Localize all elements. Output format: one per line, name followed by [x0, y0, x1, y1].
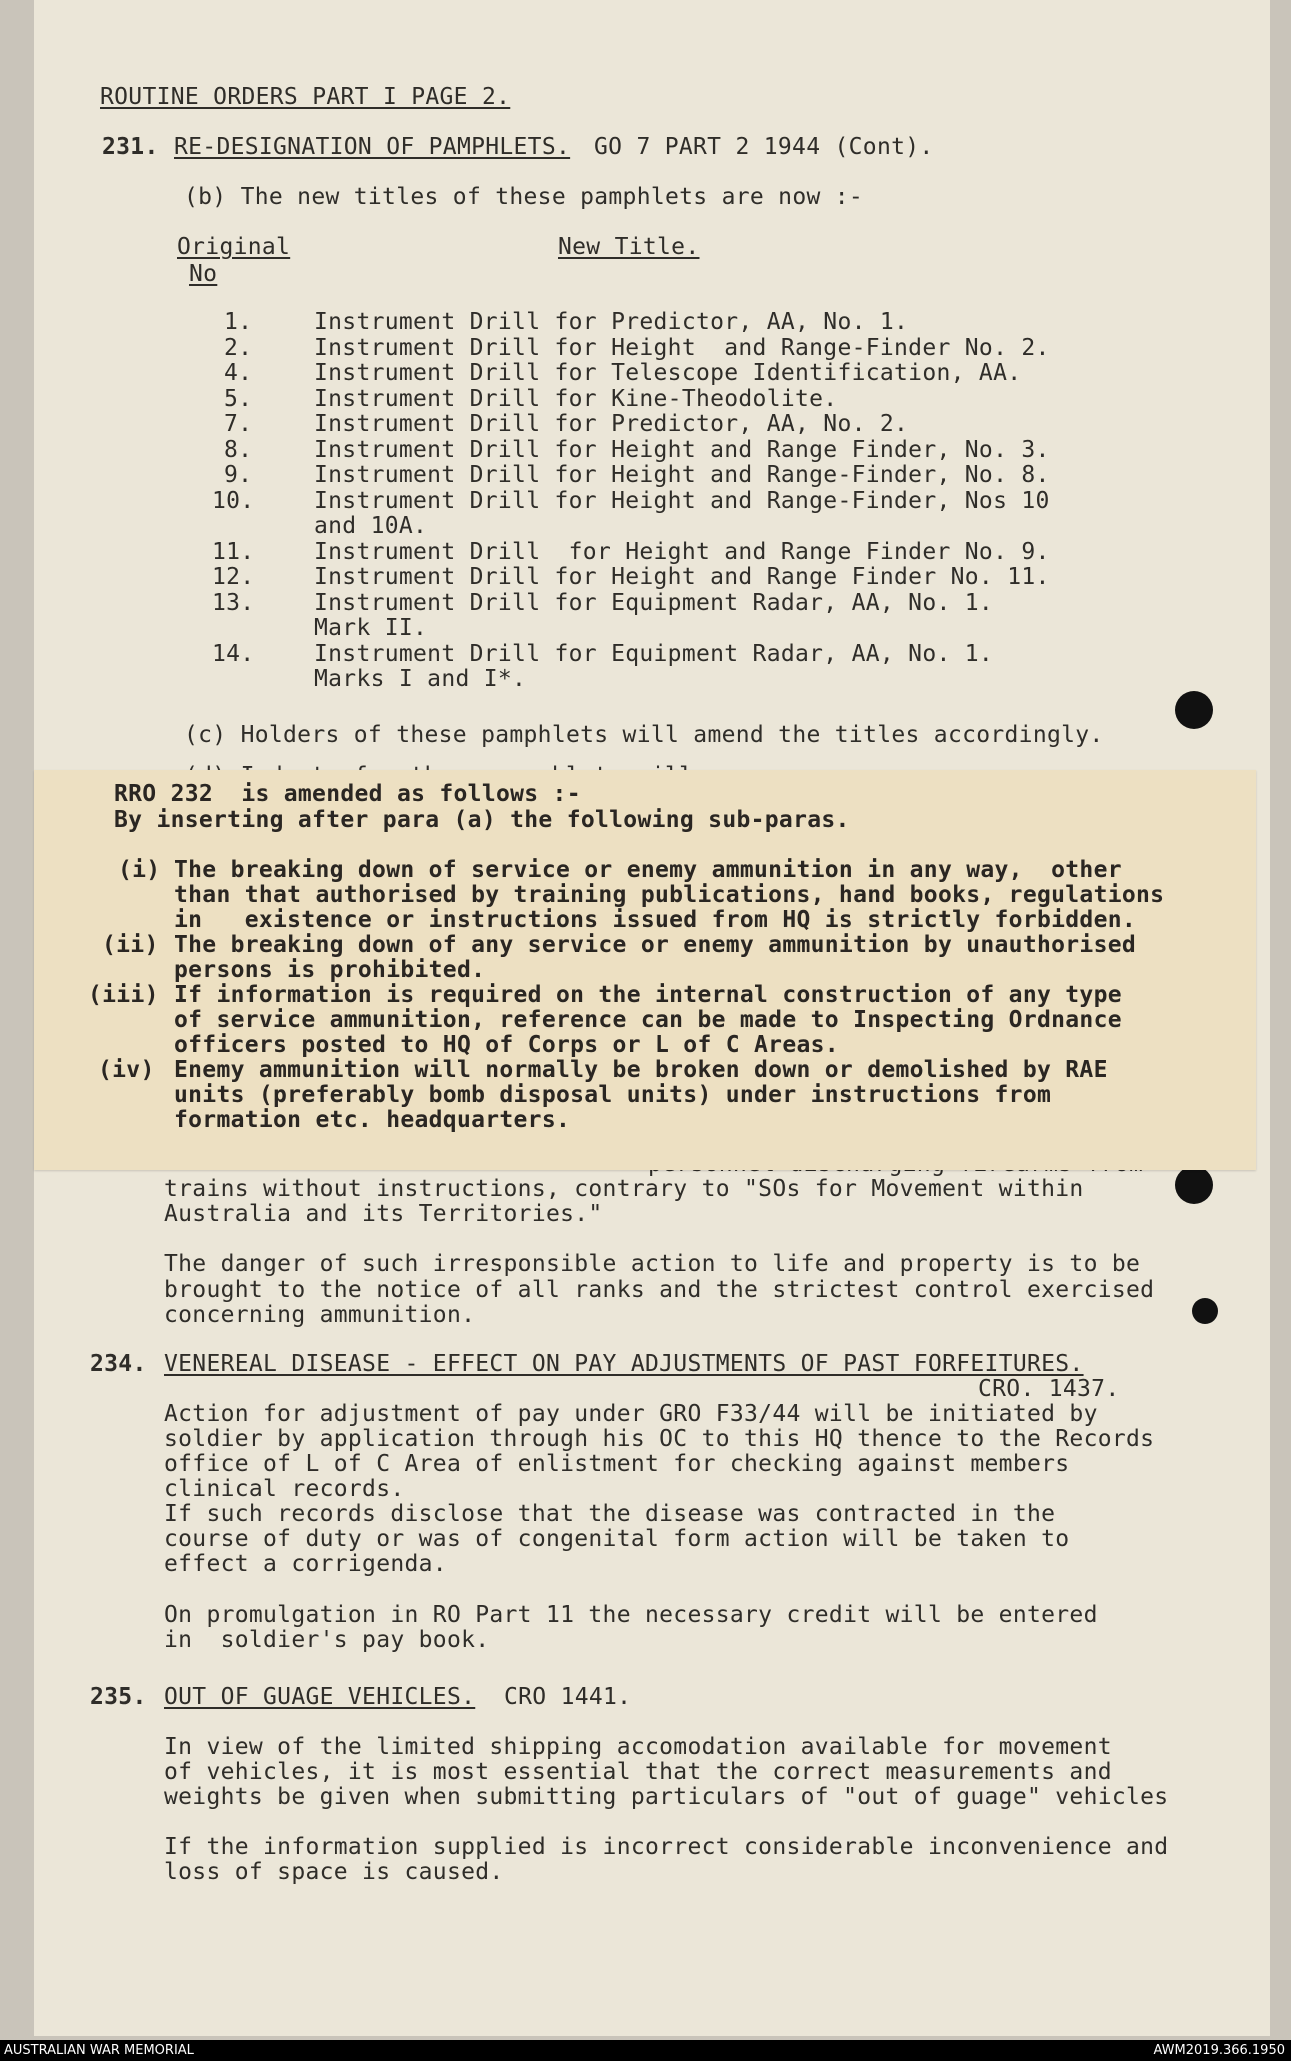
section-233-danger: brought to the notice of all ranks and the strictest control exercised [164, 1277, 1155, 1303]
section-235-heading: OUT OF GUAGE VEHICLES. [164, 1684, 476, 1710]
row-no: 5. [224, 386, 253, 412]
row-title: Instrument Drill for Equipment Radar, AA, No. 1. [314, 590, 994, 616]
section-234-text: in soldier's pay book. [164, 1627, 490, 1653]
section-234-heading: VENEREAL DISEASE - EFFECT ON PAY ADJUSTMENTS OF PAST FORFEITURES. [164, 1351, 1084, 1377]
page-header: ROUTINE ORDERS PART I PAGE 2. [100, 84, 511, 110]
row-title: Instrument Drill for Telescope Identification, AA. [314, 360, 1022, 386]
slip-item-label: (iv) [98, 1057, 155, 1083]
row-no: 12. [212, 564, 255, 590]
row-title: Instrument Drill for Height and Range-Finder, No. 8. [314, 462, 1050, 488]
row-title: Instrument Drill for Height and Range Finder No. 9. [314, 539, 1050, 565]
slip-item-text: The breaking down of service or enemy ammunition in any way, other [174, 857, 1122, 883]
section-234-text: If such records disclose that the disease was contracted in the [164, 1501, 1056, 1527]
slip-item-text: units (preferably bomb disposal units) under instructions from [174, 1082, 1052, 1108]
section-231-heading: RE-DESIGNATION OF PAMPHLETS. [174, 134, 571, 160]
section-234-text: course of duty or was of congenital form action will be taken to [164, 1526, 1070, 1552]
row-no: 9. [224, 462, 253, 488]
section-231-c: (c) Holders of these pamphlets will amend the titles accordingly. [184, 722, 1104, 748]
section-233-danger: The danger of such irresponsible action to life and property is to be [164, 1251, 1141, 1277]
section-234-text: soldier by application through his OC to this HQ thence to the Records [164, 1426, 1155, 1452]
row-title-cont: Marks I and I*. [314, 666, 527, 692]
slip-item-text: If information is required on the internal construction of any type [174, 982, 1122, 1008]
slip-item-text: officers posted to HQ of Corps or L of C Areas. [174, 1032, 839, 1058]
section-234-text: office of L of C Area of enlistment for checking against members [164, 1451, 1070, 1477]
column-header-new-title: New Title. [558, 234, 700, 260]
section-235-ref: CRO 1441. [504, 1684, 632, 1710]
row-title: Instrument Drill for Height and Range Finder, No. 3. [314, 437, 1050, 463]
section-235-text: of vehicles, it is most essential that the correct measurements and [164, 1759, 1112, 1785]
section-235-text: If the information supplied is incorrect considerable inconvenience and [164, 1834, 1169, 1860]
row-no: 10. [212, 488, 255, 514]
section-234-text: Action for adjustment of pay under GRO F33/44 will be initiated by [164, 1401, 1098, 1427]
row-title: Instrument Drill for Height and Range-Finder, Nos 10 [314, 488, 1050, 514]
punch-hole [1192, 1298, 1218, 1324]
section-235-text: loss of space is caused. [164, 1859, 504, 1885]
section-234-ref: CRO. 1437. [978, 1376, 1120, 1402]
row-no: 11. [212, 539, 255, 565]
section-234-text: clinical records. [164, 1476, 405, 1502]
footer-institution: AUSTRALIAN WAR MEMORIAL [4, 2043, 194, 2058]
section-235-text: weights be given when submitting particulars of "out of guage" vehicles [164, 1784, 1169, 1810]
slip-item-text: The breaking down of any service or enemy ammunition by unauthorised [174, 932, 1137, 958]
column-header-original-no: No [189, 261, 218, 287]
slip-item-text: persons is prohibited. [174, 957, 486, 983]
row-title: Instrument Drill for Equipment Radar, AA, No. 1. [314, 641, 994, 667]
slip-item-text: Enemy ammunition will normally be broken down or demolished by RAE [174, 1057, 1108, 1083]
slip-title: RRO 232 is amended as follows :- [114, 781, 581, 807]
section-233-line: trains without instructions, contrary to "SOs for Movement within [164, 1176, 1084, 1202]
row-title-cont: Mark II. [314, 615, 428, 641]
section-234-text: effect a corrigenda. [164, 1551, 447, 1577]
slip-item-label: (iii) [88, 982, 159, 1008]
slip-item-label: (i) [118, 857, 161, 883]
row-title: Instrument Drill for Height and Range-Finder No. 2. [314, 335, 1050, 361]
amendment-slip [34, 770, 1256, 1170]
row-title: Instrument Drill for Predictor, AA, No. 1. [314, 309, 909, 335]
section-231-ref: GO 7 PART 2 1944 (Cont). [594, 134, 934, 160]
row-no: 13. [212, 590, 255, 616]
section-231-number: 231. [102, 134, 159, 160]
section-233-line: Australia and its Territories." [164, 1201, 603, 1227]
row-title: Instrument Drill for Height and Range Finder No. 11. [314, 564, 1050, 590]
row-no: 8. [224, 437, 253, 463]
row-no: 4. [224, 360, 253, 386]
punch-hole [1175, 691, 1213, 729]
row-no: 1. [224, 309, 253, 335]
section-234-number: 234. [90, 1351, 147, 1377]
slip-item-label: (ii) [102, 932, 159, 958]
section-235-number: 235. [90, 1684, 147, 1710]
row-title: Instrument Drill for Kine-Theodolite. [314, 386, 838, 412]
section-235-text: In view of the limited shipping accomodation available for movement [164, 1734, 1112, 1760]
section-234-text: On promulgation in RO Part 11 the necessary credit will be entered [164, 1602, 1098, 1628]
slip-intro: By inserting after para (a) the following sub-paras. [114, 807, 850, 833]
slip-item-text: than that authorised by training publications, hand books, regulations [174, 882, 1165, 908]
archive-footer [0, 2040, 1291, 2061]
row-no: 7. [224, 411, 253, 437]
slip-item-text: formation etc. headquarters. [174, 1107, 571, 1133]
slip-item-text: in existence or instructions issued from HQ is strictly forbidden. [174, 907, 1137, 933]
column-header-original: Original [177, 234, 291, 260]
row-title: Instrument Drill for Predictor, AA, No. 2. [314, 411, 909, 437]
footer-accession-number: AWM2019.366.1950 [1153, 2043, 1285, 2058]
section-233-danger: concerning ammunition. [164, 1302, 476, 1328]
row-title-cont: and 10A. [314, 513, 428, 539]
punch-hole [1175, 1166, 1213, 1204]
slip-item-text: of service ammunition, reference can be made to Inspecting Ordnance [174, 1007, 1122, 1033]
row-no: 14. [212, 641, 255, 667]
section-231-b-intro: (b) The new titles of these pamphlets are now :- [184, 184, 864, 210]
row-no: 2. [224, 335, 253, 361]
